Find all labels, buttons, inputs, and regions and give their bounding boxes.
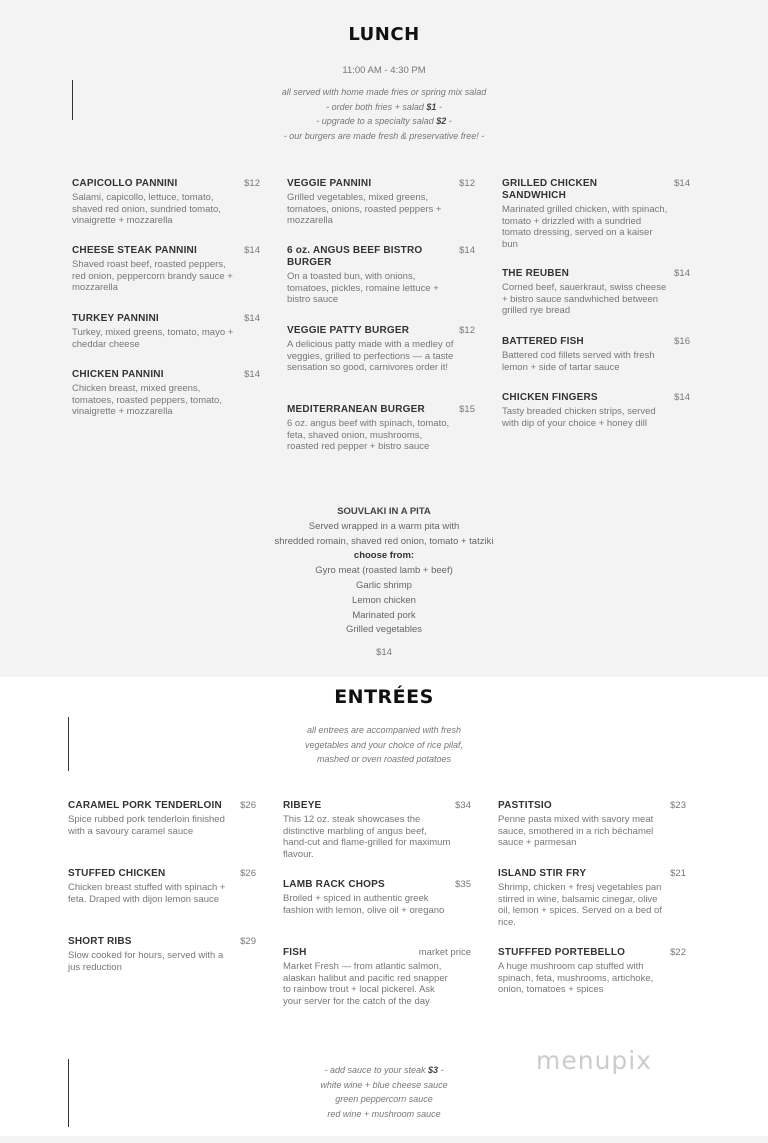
item-price: $12 [244,178,260,189]
item-price: $16 [674,336,690,347]
menu-item [502,268,690,317]
item-name: MEDITERRANEAN BURGER [287,404,425,415]
lunch-hours: 11:00 AM - 4:30 PM [342,65,426,76]
item-name: VEGGIE PANNINI [287,178,372,189]
entrees-note-2: vegetables and your choice of rice pilaf, [304,739,464,750]
menu-item [283,800,471,860]
item-price: $14 [674,268,690,279]
souvlaki-title: SOUVLAKI IN A PITA [337,506,431,517]
lunch-note-4: - our burgers are made fresh & preservative free! - [283,130,485,141]
item-description: Tasty breaded chicken strips, served with dip of your choice + honey dill [502,406,656,429]
item-description: Salami, capicollo, lettuce, tomato, shaved red onion, sundried tomato, vinaigrette + mozzarella [72,192,221,227]
entrees-note-3: mashed or oven roasted potatoes [316,754,452,764]
item-price: $14 [459,245,475,256]
item-price: $22 [670,947,686,958]
entrees-title: ENTRÉES [334,686,434,708]
souvlaki-choose-label: choose from: [353,550,415,562]
item-description: A huge mushroom cap stuffed with spinach, feta, mushrooms, artichoke, onion, tomatoes + spices [498,961,654,996]
item-name: RIBEYE [283,800,322,811]
item-price: $34 [455,800,471,811]
item-description: On a toasted bun, with onions, tomatoes, pickles, romaine lettuce + bistro sauce [287,271,439,306]
item-name: TURKEY PANNINI [72,313,159,324]
item-description: Corned beef, sauerkraut, swiss cheese + bistro sauce sandwhiched between grilled rye bread [502,282,667,317]
item-price: $14 [244,313,260,324]
lunch-note-2: - order both fries + salad $1 - [326,101,442,112]
item-name: PASTITSIO [498,800,552,811]
menu-item [68,868,256,905]
item-name: THE REUBEN [502,268,570,279]
item-price: $26 [240,868,256,879]
menu-item [68,936,256,973]
menu-item [72,245,260,294]
item-price: $29 [240,936,256,947]
item-description: Turkey, mixed greens, tomato, mayo + cheddar cheese [72,327,234,350]
item-price: $26 [240,800,256,811]
entrees-note-1: all entrees are accompanied with fresh [306,725,462,735]
item-description: Shaved roast beef, roasted peppers, red onion, peppercorn brandy sauce + mozzarella [72,259,233,294]
item-description: Chicken breast stuffed with spinach + feta. Draped with dijon lemon sauce [68,882,226,905]
souvlaki-block [0,505,768,661]
item-description: Grilled vegetables, mixed greens, tomatoes, onions, roasted peppers + mozzarella [287,192,442,227]
item-name: LAMB RACK CHOPS [283,879,385,890]
item-name: VEGGIE PATTY BURGER [287,325,410,336]
sauce-note-1: - add sauce to your steak $3 - [324,1065,444,1075]
menu-item [68,800,256,837]
lunch-note-3: - upgrade to a specialty salad $2 - [316,116,452,126]
menu-item [283,947,471,1007]
item-price: $14 [674,178,690,189]
menupix-watermark: menupix [536,1046,653,1075]
souvlaki-option: Marinated pork [352,609,416,621]
item-name: GRILLED CHICKEN SANDWHICH [502,178,598,201]
souvlaki-option: Grilled vegetables [345,624,423,636]
item-name: CHEESE STEAK PANNINI [72,245,197,256]
item-description: Market Fresh — from atlantic salmon, alaskan halibut and pacific red snapper to rainbow trout + local pickerel. Ask your server for the catch of the day [283,961,448,1007]
item-description: Marinated grilled chicken, with spinach, tomato + drizzled with a sundried tomato dressing, served on a kaiser bun [502,204,668,250]
entrees-section [0,677,768,1143]
item-name: CARAMEL PORK TENDERLOIN [68,800,222,811]
menu-item [502,336,690,373]
menu-item [283,879,471,916]
menu-item [72,178,260,227]
item-price: $21 [670,868,686,879]
item-name: CAPICOLLO PANNINI [72,178,178,189]
item-description: Penne pasta mixed with savory meat sauce, smothered in a rich béchamel sauce + parmesan [498,814,654,849]
souvlaki-option: Lemon chicken [352,594,416,606]
bottom-strip [0,1136,768,1143]
sauce-note-4: red wine + mushroom sauce [327,1108,441,1119]
menu-item [498,868,686,928]
lunch-title: LUNCH [348,24,420,45]
item-description: Spice rubbed pork tenderloin finished with a savoury caramel sauce [68,814,225,837]
item-price: $15 [459,404,475,415]
item-price: market price [418,947,471,958]
lunch-note-1: all served with home made fries or spring mix salad [281,87,487,97]
item-description: Shrimp, chicken + fresj vegetables pan stirred in wine, balsamic cinegar, olive oil, lemon + spices. Served on a bed of rice. [498,882,662,928]
menu-item [498,800,686,849]
menu-item [287,404,475,453]
souvlaki-desc-1: Served wrapped in a warm pita with [308,520,460,532]
item-description: Broiled + spiced in authentic greek fashion with lemon, olive oil + oregano [283,893,445,916]
souvlaki-desc-2: shredded romain, shaved red onion, tomato + tatziki [274,535,494,547]
entrees-notes [0,723,768,767]
item-name: CHICKEN FINGERS [502,392,598,403]
sauce-note-3: green peppercorn sauce [335,1094,433,1104]
menu-item [72,313,260,350]
item-description: A delicious patty made with a medley of veggies, grilled to perfections — a taste sensation so good, carnivores order it! [287,339,454,374]
item-price: $23 [670,800,686,811]
menu-item [72,369,260,418]
item-description: Battered cod fillets served with fresh lemon + side of tartar sauce [502,350,655,373]
item-price: $14 [244,245,260,256]
menu-item [502,178,690,250]
sauce-notes [0,1063,768,1121]
item-price: $35 [455,879,471,890]
menu-item [498,947,686,996]
menu-item [287,325,475,374]
lunch-notes [0,85,768,143]
menu-item [287,178,475,227]
item-description: Chicken breast, mixed greens, tomatoes, roasted peppers, tomato, vinaigrette + mozzarella [72,383,222,418]
item-name: SHORT RIBS [68,936,132,947]
item-name: STUFFED CHICKEN [68,868,166,879]
souvlaki-price: $14 [376,647,392,659]
item-price: $14 [674,392,690,403]
menu-item [287,245,475,306]
item-price: $12 [459,325,475,336]
item-description: This 12 oz. steak showcases the distinctive marbling of angus beef, hand-cut and flame-grilled for maximum flavour. [283,814,451,860]
souvlaki-option: Garlic shrimp [356,579,412,591]
item-name: CHICKEN PANNINI [72,369,164,380]
item-price: $14 [244,369,260,380]
item-name: FISH [283,947,307,958]
item-description: 6 oz. angus beef with spinach, tomato, feta, shaved onion, mushrooms, roasted red pepper + bistro sauce [287,418,450,453]
souvlaki-option: Gyro meat (roasted lamb + beef) [315,565,453,577]
item-name: 6 oz. ANGUS BEEF BISTRO BURGER [287,245,423,268]
item-price: $12 [459,178,475,189]
item-name: ISLAND STIR FRY [498,868,587,879]
sauce-note-2: white wine + blue cheese sauce [320,1079,448,1090]
item-description: Slow cooked for hours, served with a jus reduction [68,950,224,973]
item-name: STUFFFED PORTEBELLO [498,947,626,958]
menu-item [502,392,690,429]
item-name: BATTERED FISH [502,336,584,347]
